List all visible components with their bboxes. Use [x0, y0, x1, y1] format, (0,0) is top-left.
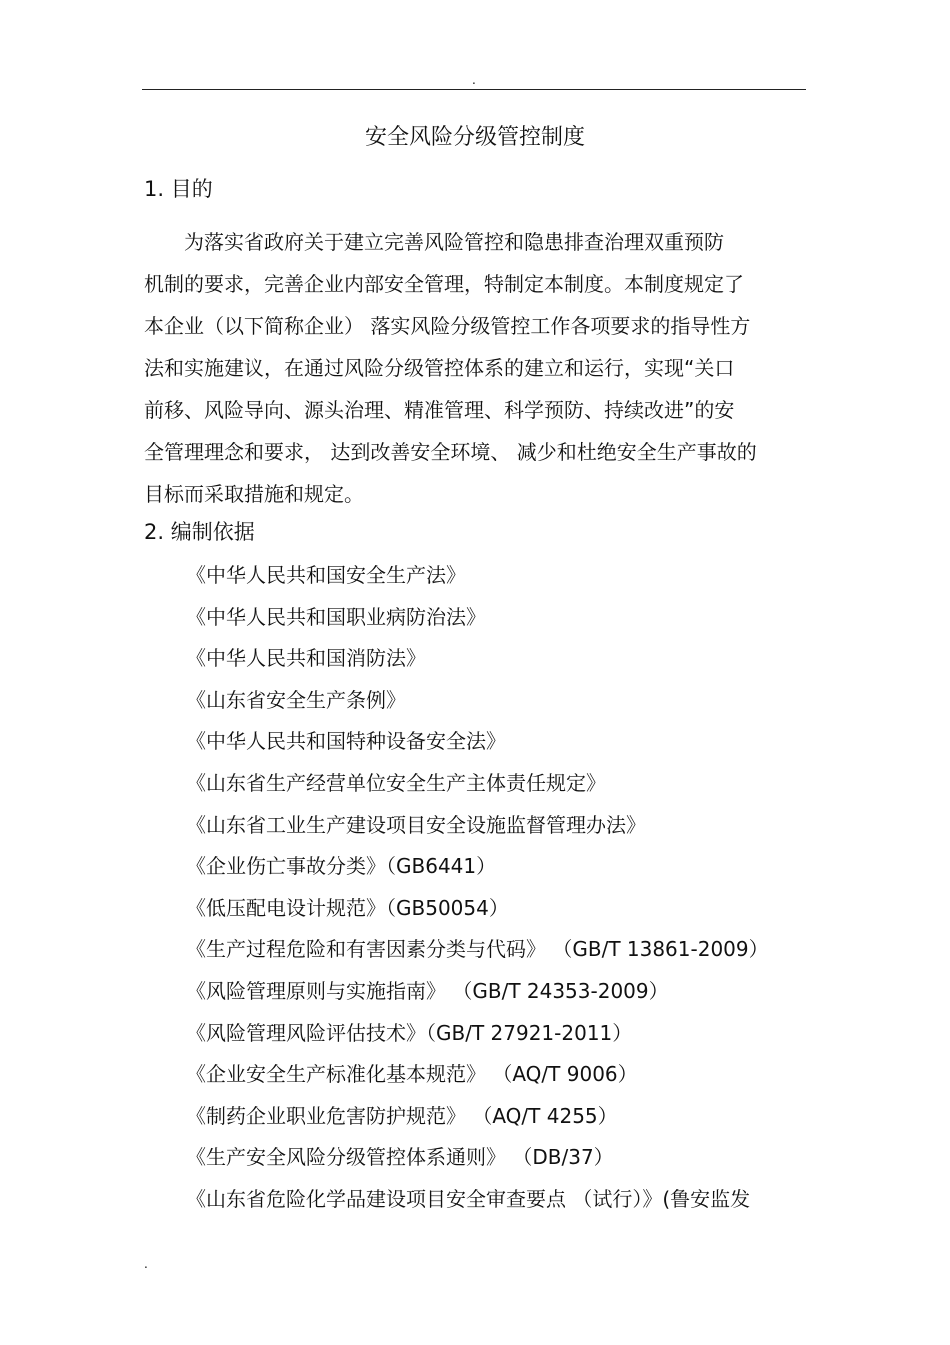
paragraph-line: 目标而采取措施和规定。	[144, 482, 364, 506]
header-rule	[142, 89, 806, 90]
paragraph-line: 法和实施建议，在通过风险分级管控体系的建立和运行，实现“关口	[144, 356, 735, 380]
paragraph-line: 为落实省政府关于建立完善风险管控和隐患排查治理双重预防	[144, 230, 724, 254]
header-dot: .	[472, 73, 476, 87]
reference-item: 《山东省危险化学品建设项目安全审查要点 （试行）》(鲁安监发	[186, 1186, 751, 1211]
reference-item: 《中华人民共和国职业病防治法》	[186, 604, 486, 629]
reference-item: 《企业安全生产标准化基本规范》 （AQ/T 9006）	[186, 1062, 638, 1087]
reference-item: 《风险管理原则与实施指南》 （GB/T 24353-2009）	[186, 978, 669, 1003]
paragraph-line: 机制的要求，完善企业内部安全管理，特制定本制度。本制度规定了	[144, 272, 744, 296]
footer-dot: .	[144, 1257, 148, 1271]
section-1-paragraph	[144, 228, 814, 522]
reference-item: 《山东省工业生产建设项目安全设施监督管理办法》	[186, 812, 646, 837]
reference-item: 《低压配电设计规范》（GB50054）	[186, 895, 509, 920]
paragraph-line: 本企业（以下简称企业） 落实风险分级管控工作各项要求的指导性方	[144, 314, 751, 338]
reference-item: 《中华人民共和国消防法》	[186, 646, 426, 671]
section-1-heading: 1. 目的	[144, 177, 213, 201]
document-title: 安全风险分级管控制度	[364, 125, 585, 150]
reference-item: 《企业伤亡事故分类》（GB6441）	[186, 854, 497, 879]
section-2-heading: 2. 编制依据	[144, 520, 255, 544]
reference-list	[186, 561, 826, 1227]
reference-item: 《山东省安全生产条例》	[186, 687, 406, 712]
reference-item: 《风险管理风险评估技术》（GB/T 27921-2011）	[186, 1020, 633, 1045]
paragraph-line: 全管理理念和要求， 达到改善安全环境、 减少和杜绝安全生产事故的	[144, 440, 757, 464]
reference-item: 《制药企业职业危害防护规范》 （AQ/T 4255）	[186, 1103, 618, 1128]
reference-item: 《中华人民共和国安全生产法》	[186, 563, 466, 587]
paragraph-line: 前移、风险导向、源头治理、精准管理、科学预防、持续改进”的安	[144, 398, 735, 422]
reference-item: 《山东省生产经营单位安全生产主体责任规定》	[186, 770, 606, 795]
reference-item: 《生产安全风险分级管控体系通则》 （DB/37）	[186, 1145, 614, 1170]
reference-item: 《生产过程危险和有害因素分类与代码》 （GB/T 13861-2009）	[186, 937, 769, 962]
reference-item: 《中华人民共和国特种设备安全法》	[186, 729, 506, 754]
